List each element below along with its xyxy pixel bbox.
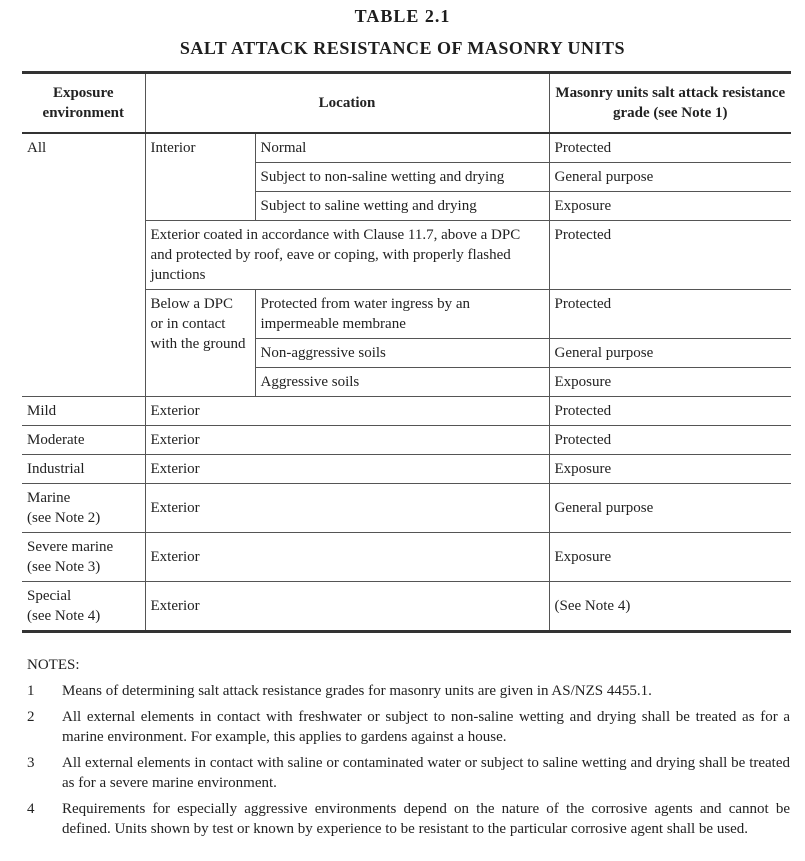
header-row xyxy=(22,73,791,134)
note-item xyxy=(22,681,790,701)
exposure-marine-note: (see Note 2) xyxy=(27,510,101,526)
sublocation-aggressive: Aggressive soils xyxy=(255,368,549,397)
note-item xyxy=(22,707,790,747)
table-row xyxy=(22,455,791,484)
exposure-all: All xyxy=(22,133,145,397)
exposure-moderate: Moderate xyxy=(22,426,145,455)
grade-cell: General purpose xyxy=(549,484,791,533)
sublocation-nonaggressive: Non-aggressive soils xyxy=(255,339,549,368)
sublocation-nonsaline: Subject to non-saline wetting and drying xyxy=(255,163,549,192)
note-number: 3 xyxy=(27,755,35,771)
table-title: SALT ATTACK RESISTANCE OF MASONRY UNITS xyxy=(179,38,626,58)
note-text: All external elements in contact with freshwater or subject to non-saline wetting and drying shall be treated as for a marine environment. For example, this applies to gardens against a house. xyxy=(62,709,790,745)
grade-cell: Protected xyxy=(549,426,791,455)
exposure-special-note: (see Note 4) xyxy=(27,608,101,624)
grade-cell: Protected xyxy=(549,221,791,290)
exposure-special-label: Special xyxy=(27,588,72,604)
grade-cell: General purpose xyxy=(549,163,791,192)
grade-cell: Protected xyxy=(549,290,791,339)
grade-cell: General purpose xyxy=(549,339,791,368)
grade-cell: Exposure xyxy=(549,455,791,484)
grade-cell: Protected xyxy=(549,397,791,426)
table-label: TABLE 2.1 xyxy=(354,6,451,26)
table-row xyxy=(22,133,791,163)
location-cell: Exterior xyxy=(145,426,549,455)
table-row xyxy=(22,533,791,582)
location-cell: Exterior xyxy=(145,455,549,484)
grade-cell: Exposure xyxy=(549,192,791,221)
location-cell: Exterior xyxy=(145,397,549,426)
note-item xyxy=(22,799,790,839)
header-location: Location xyxy=(145,73,549,134)
exposure-severe-marine xyxy=(22,533,145,582)
grade-cell: Protected xyxy=(549,133,791,163)
sublocation-saline: Subject to saline wetting and drying xyxy=(255,192,549,221)
notes-heading: NOTES: xyxy=(27,657,80,673)
note-number: 4 xyxy=(27,801,35,817)
location-cell: Exterior xyxy=(145,533,549,582)
note-number: 1 xyxy=(27,683,35,699)
note-text: Means of determining salt attack resistance grades for masonry units are given in AS/NZS 4455.1. xyxy=(62,683,652,699)
note-text: Requirements for especially aggressive environments depend on the nature of the corrosive agents and cannot be defined. Units shown by test or known by experience to be resistant to the particular corrosive agent shall be used. xyxy=(62,801,790,837)
location-cell: Exterior xyxy=(145,582,549,632)
grade-cell: Exposure xyxy=(549,368,791,397)
note-number: 2 xyxy=(27,709,35,725)
note-text: All external elements in contact with saline or contaminated water or subject to saline wetting and drying shall be treated as for a severe marine environment. xyxy=(62,755,790,791)
exposure-marine xyxy=(22,484,145,533)
exposure-mild: Mild xyxy=(22,397,145,426)
location-below-dpc: Below a DPC or in contact with the ground xyxy=(145,290,255,397)
header-grade: Masonry units salt attack resistance grade (see Note 1) xyxy=(549,73,791,134)
location-interior: Interior xyxy=(145,133,255,221)
table-row xyxy=(22,484,791,533)
table-row xyxy=(22,426,791,455)
exposure-special xyxy=(22,582,145,632)
notes-section xyxy=(22,655,790,845)
exposure-marine-label: Marine xyxy=(27,490,71,506)
sublocation-membrane: Protected from water ingress by an impermeable membrane xyxy=(255,290,549,339)
header-exposure: Exposure environment xyxy=(22,73,145,134)
table-row xyxy=(22,397,791,426)
location-exterior-coated: Exterior coated in accordance with Clause 11.7, above a DPC and protected by roof, eave or coping, with properly flashed junctions xyxy=(145,221,549,290)
grade-cell: Exposure xyxy=(549,533,791,582)
exposure-industrial: Industrial xyxy=(22,455,145,484)
salt-attack-table xyxy=(22,71,791,633)
exposure-severe-marine-label: Severe marine xyxy=(27,539,114,555)
table-row xyxy=(22,582,791,632)
grade-cell: (See Note 4) xyxy=(549,582,791,632)
location-cell: Exterior xyxy=(145,484,549,533)
exposure-severe-marine-note: (see Note 3) xyxy=(27,559,101,575)
note-item xyxy=(22,753,790,793)
sublocation-normal: Normal xyxy=(255,133,549,163)
